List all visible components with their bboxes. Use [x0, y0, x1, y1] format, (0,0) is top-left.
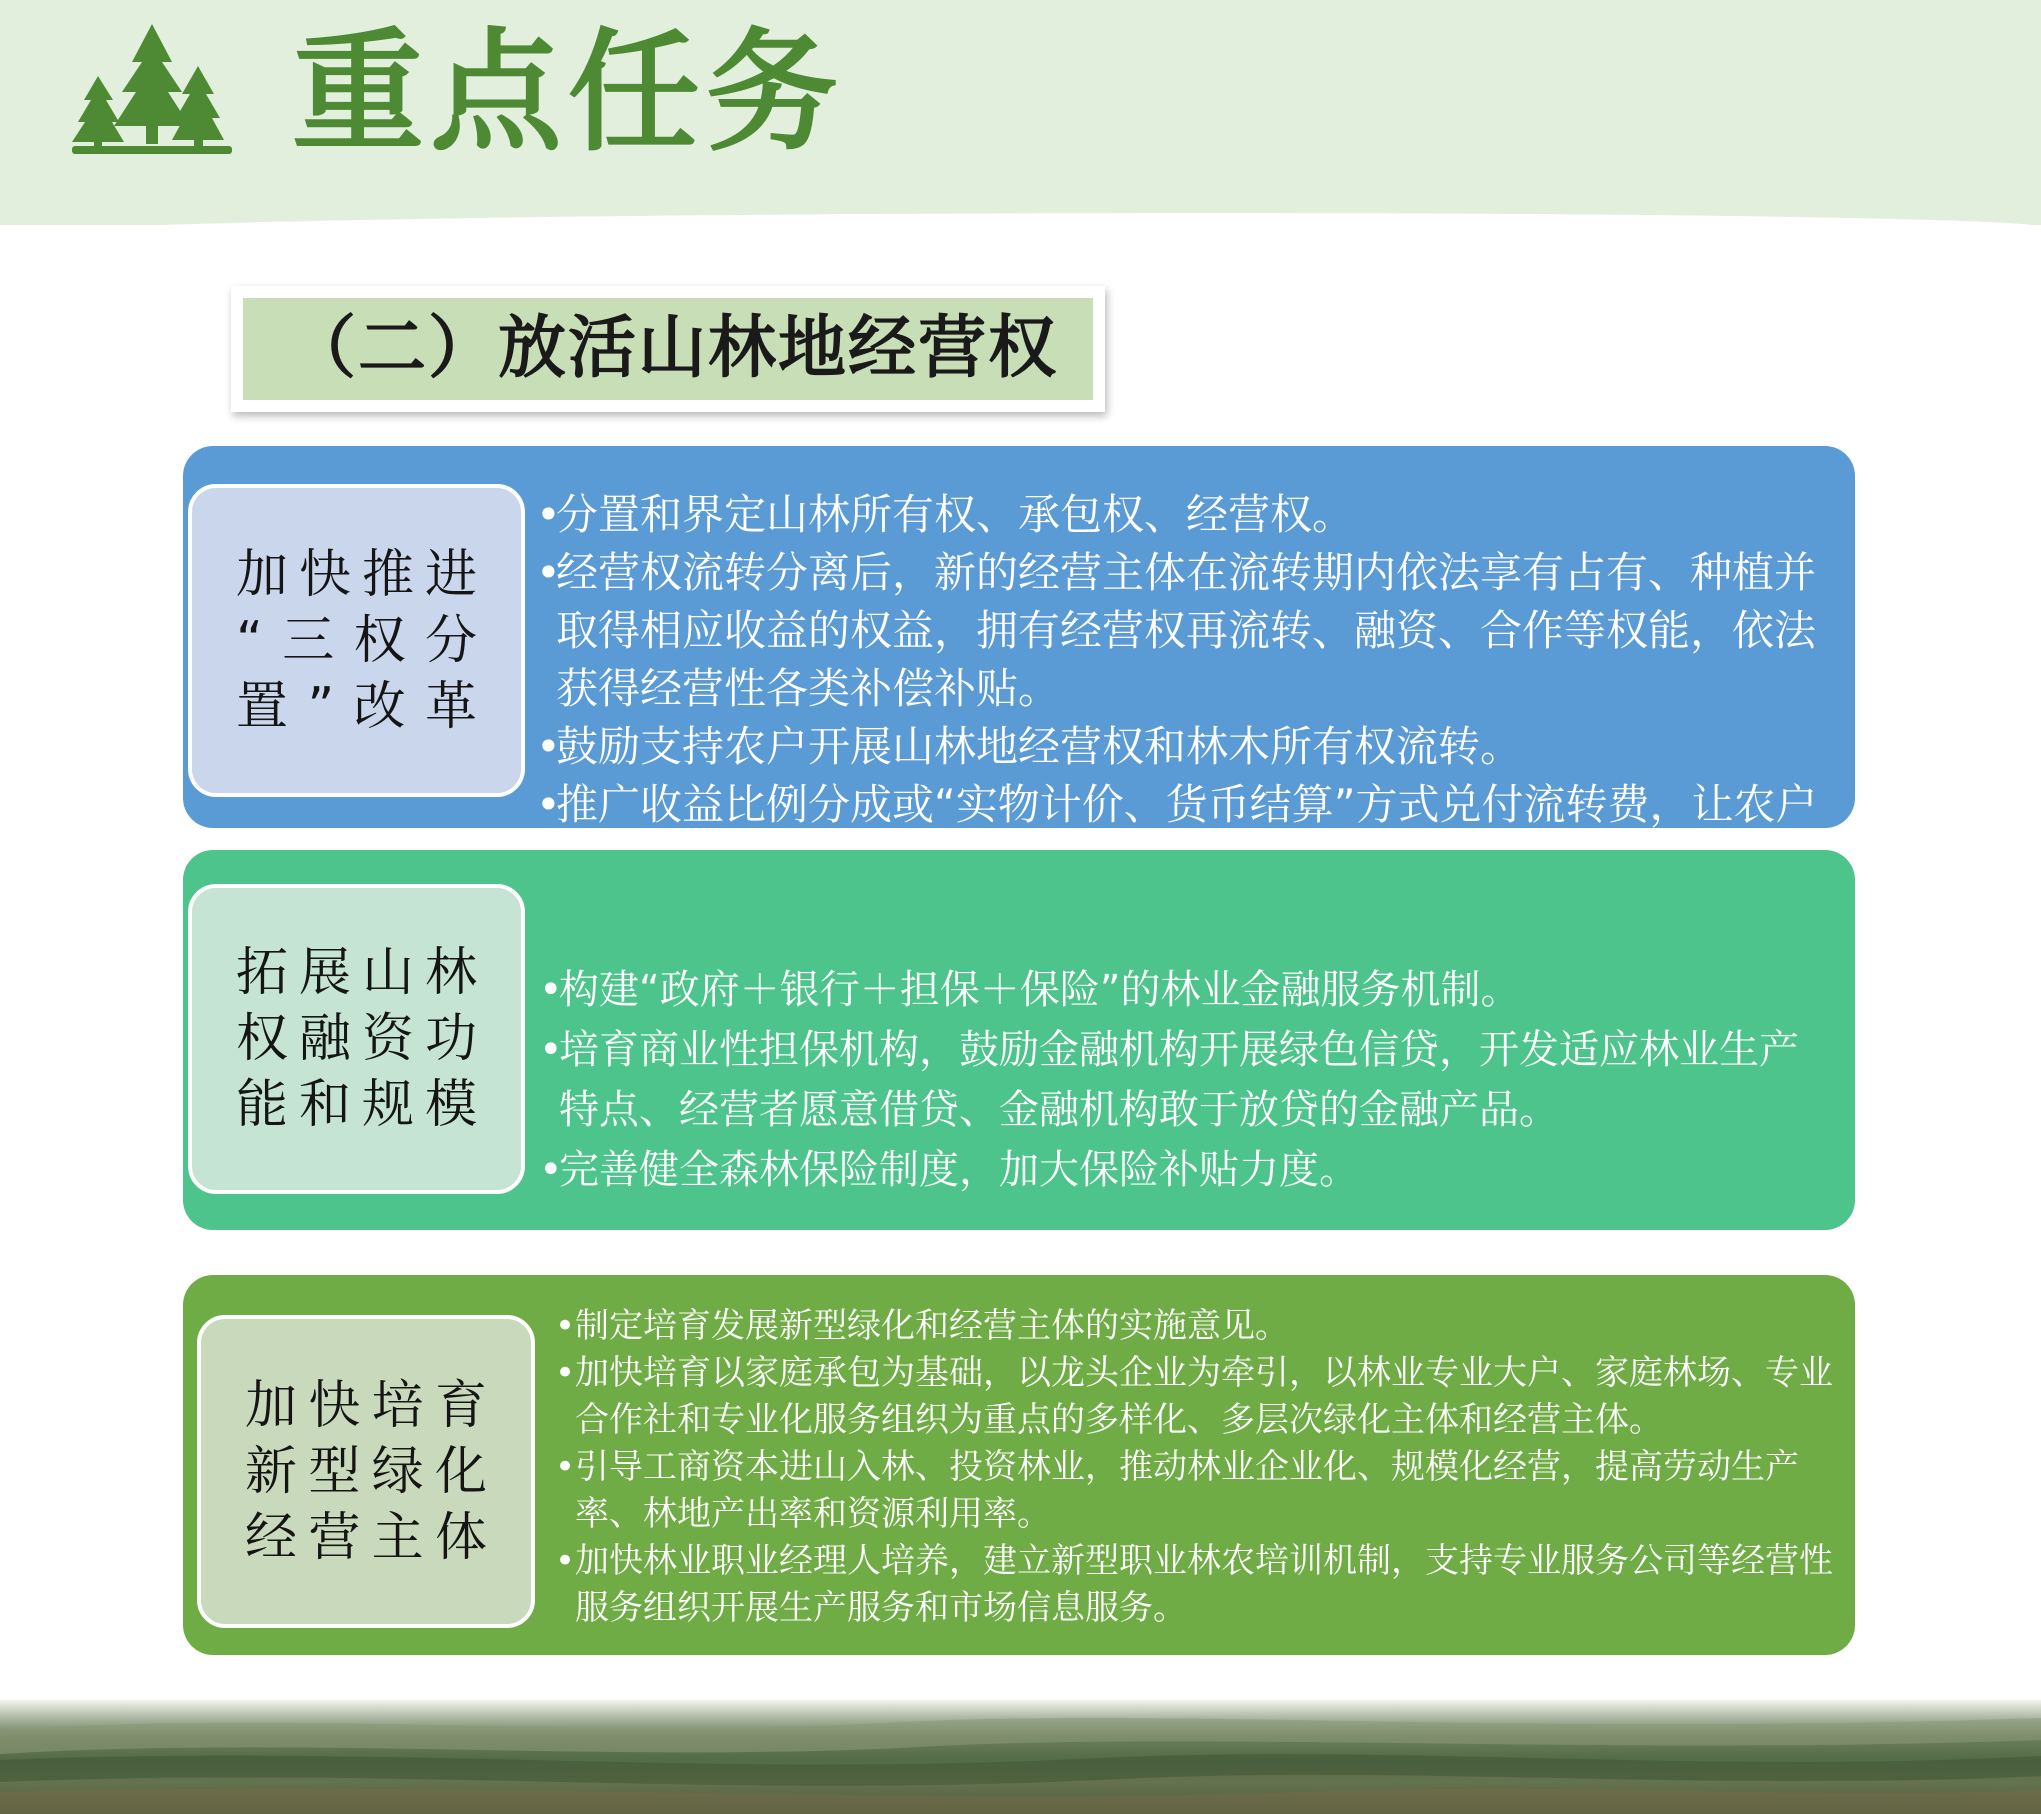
panel-three-rights-reform	[183, 446, 1855, 828]
panel-label-line: 能和规模	[236, 1075, 477, 1135]
panel-label-box	[197, 1315, 535, 1628]
panel-label-line: 加快推进	[236, 544, 477, 605]
bullet-item: • 分置和界定山林所有权、承包权、经营权。	[536, 486, 1841, 544]
terrace-landscape-banner	[0, 1700, 2041, 1814]
panel-label-box	[188, 484, 525, 797]
bullet-item: • 加快林业职业经理人培养，建立新型职业林农培训机制，支持专业服务公司等经营性服务组织开展生产服务和市场信息服务。	[555, 1538, 1840, 1632]
bullet-item: • 推广收益比例分成或“实物计价、货币结算”方式兑付流转费，让农户	[536, 776, 1841, 892]
page-title: 重点任务	[292, 16, 844, 170]
panel-new-operators	[183, 1275, 1855, 1655]
panel-forest-financing	[183, 850, 1855, 1230]
panel-label-line: “三权分	[236, 610, 477, 671]
panel-label-line: 经营主体	[245, 1507, 487, 1568]
bullet-item: • 培育商业性担保机构，鼓励金融机构开展绿色信贷，开发适应林业生产特点、经营者愿意借贷、金融机构敢于放贷的金融产品。	[539, 1020, 1819, 1140]
bullet-item: • 加快培育以家庭承包为基础，以龙头企业为牵引，以林业专业大户、家庭林场、专业合作社和专业化服务组织为重点的多样化、多层次绿化主体和经营主体。	[555, 1350, 1840, 1444]
bullet-list	[536, 486, 1841, 892]
section-title: （二）放活山林地经营权	[243, 298, 1093, 400]
bullet-item: • 构建“政府＋银行＋担保＋保险”的林业金融服务机制。	[539, 960, 1819, 1020]
bullet-item: • 引导工商资本进山入林、投资林业，推动林业企业化、规模化经营，提高劳动生产率、林地产出率和资源利用率。	[555, 1444, 1840, 1538]
section-title-box	[231, 286, 1105, 412]
bullet-list	[555, 1303, 1840, 1632]
panel-label-box	[188, 884, 525, 1194]
bullet-item: • 经营权流转分离后，新的经营主体在流转期内依法享有占有、种植并取得相应收益的权益，拥有经营权再流转、融资、合作等权能，依法获得经营性各类补偿补贴。	[536, 544, 1841, 718]
panel-label-line: 权融资功	[236, 1009, 477, 1069]
bullet-item: • 完善健全森林保险制度，加大保险补贴力度。	[539, 1140, 1819, 1200]
panel-label-line: 加快培育	[245, 1375, 487, 1436]
panel-label-line: 新型绿化	[245, 1441, 487, 1502]
pine-trees-icon	[72, 22, 232, 154]
panel-label-line: 拓展山林	[236, 943, 477, 1003]
bullet-item: • 鼓励支持农户开展山林地经营权和林木所有权流转。	[536, 718, 1841, 776]
bullet-item: • 制定培育发展新型绿化和经营主体的实施意见。	[555, 1303, 1840, 1350]
panel-label-line: 置”改革	[236, 676, 477, 737]
bullet-list	[539, 960, 1819, 1200]
